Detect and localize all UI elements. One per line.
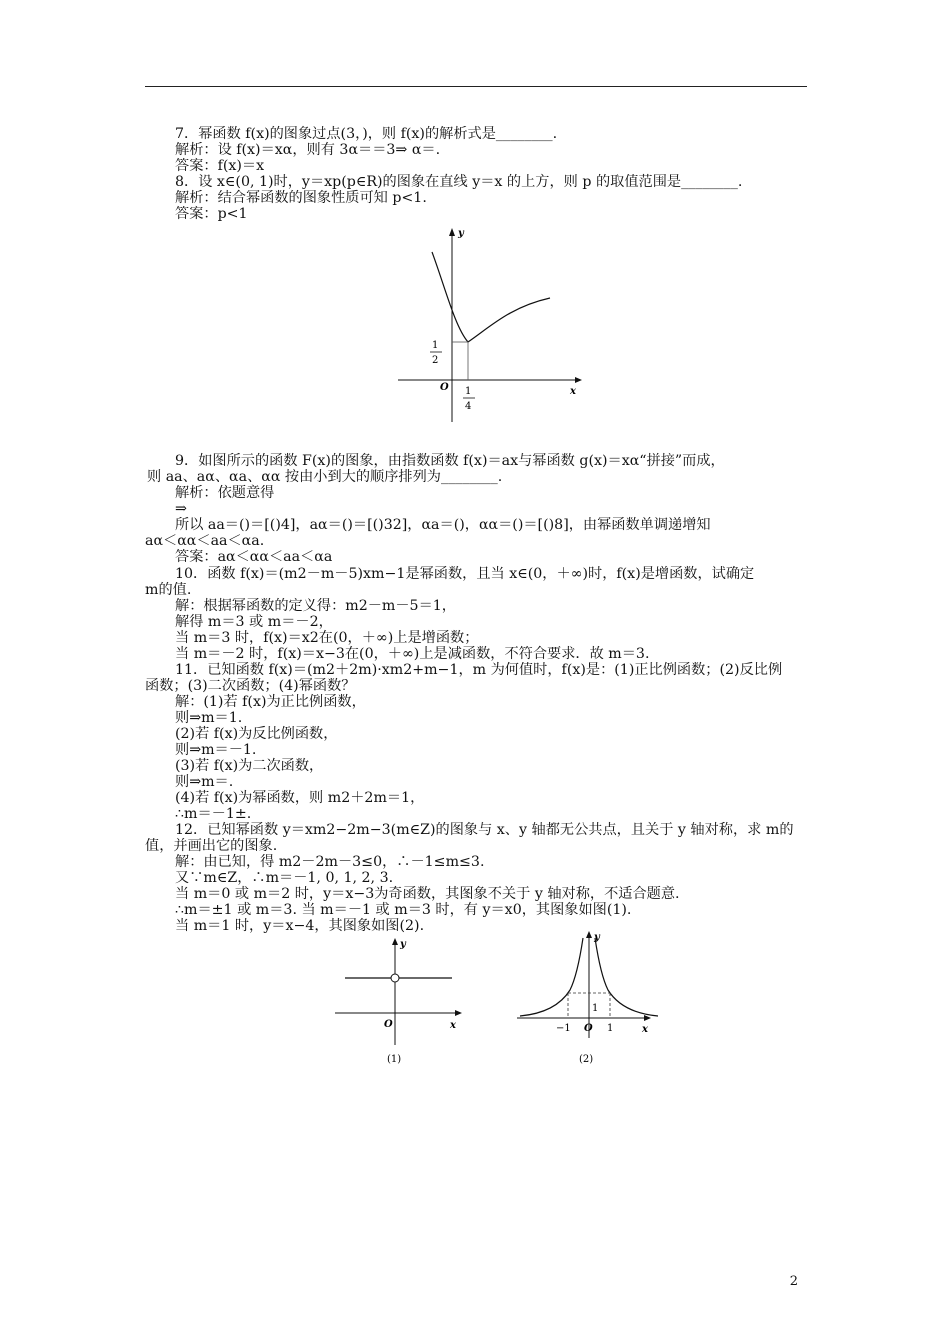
curve-left bbox=[520, 938, 583, 1016]
x-tick-positive: 1 bbox=[607, 1023, 614, 1034]
x-axis-label: x bbox=[450, 1020, 456, 1031]
text-line: ∴m＝－1±. bbox=[175, 806, 252, 822]
text-line: 答案：f(x)＝x bbox=[175, 158, 265, 174]
curve-line bbox=[432, 252, 550, 342]
text-line: m的值. bbox=[145, 582, 192, 598]
figure-caption: (2) bbox=[579, 1054, 594, 1065]
y-tick-label: 1 bbox=[592, 1003, 599, 1014]
y-axis-arrow bbox=[586, 931, 592, 938]
text-line: 当 m＝－2 时，f(x)＝x−3在(0，＋∞)上是减函数，不符合要求．故 m＝3. bbox=[175, 646, 650, 662]
y-axis-label: y bbox=[594, 932, 600, 943]
text-line: 答案：aα＜αα＜aa＜αa bbox=[175, 549, 333, 565]
text-line: (4)若 f(x)为幂函数，则 m2＋2m＝1， bbox=[175, 790, 425, 806]
text-line: 解：(1)若 f(x)为正比例函数， bbox=[175, 694, 366, 710]
text-line: 12．已知幂函数 y＝xm2−2m−3(m∈Z)的图象与 x、y 轴都无公共点，且关于 y 轴对称，求 m的 bbox=[175, 822, 794, 838]
x-axis-label: x bbox=[642, 1024, 648, 1035]
text-line: 解：根据幂函数的定义得：m2－m－5＝1， bbox=[175, 598, 456, 614]
figure-caption: (1) bbox=[387, 1054, 402, 1065]
figure-2 bbox=[512, 928, 662, 1065]
x-axis-label: x bbox=[570, 386, 576, 397]
text-line: 解：由已知，得 m2－2m－3≤0，∴－1≤m≤3. bbox=[175, 854, 485, 870]
text-line: 解析：设 f(x)＝xα，则有 3α＝＝3⇒ α＝. bbox=[175, 142, 441, 158]
figure-1 bbox=[330, 935, 470, 1065]
text-line: 解析：结合幂函数的图象性质可知 p<1. bbox=[175, 190, 427, 206]
text-line: 则⇒m＝. bbox=[175, 774, 234, 790]
text-line: 9．如图所示的函数 F(x)的图象，由指数函数 f(x)＝ax与幂函数 g(x)＝xα“拼接”而成， bbox=[175, 453, 725, 469]
x-tick-denominator: 4 bbox=[465, 401, 472, 412]
x-tick-negative: −1 bbox=[556, 1023, 571, 1034]
text-line: 7．幂函数 f(x)的图象过点(3，)，则 f(x)的解析式是________. bbox=[175, 126, 558, 142]
x-axis-arrow bbox=[575, 377, 582, 383]
text-line: ⇒ bbox=[175, 501, 187, 517]
origin-label: O bbox=[584, 1023, 593, 1034]
text-line: 则⇒m＝1. bbox=[175, 710, 243, 726]
text-line: (3)若 f(x)为二次函数， bbox=[175, 758, 324, 774]
x-tick-numerator: 1 bbox=[465, 386, 472, 397]
text-line: 则⇒m＝－1. bbox=[175, 742, 257, 758]
text-line: 解析：依题意得 bbox=[175, 485, 275, 501]
text-line: 8．设 x∈(0, 1)时，y＝xp(p∈R)的图象在直线 y＝x 的上方，则 p 的取值范围是________. bbox=[175, 174, 743, 190]
header-rule bbox=[145, 86, 807, 87]
function-graph-figure bbox=[390, 222, 590, 432]
text-line: 所以 aa＝()＝[()4]，aα＝()＝[()32]，αa＝()，αα＝()＝[()8]，由幂函数单调递增知 bbox=[175, 517, 711, 533]
text-line: 当 m＝1 时，y＝x−4，其图象如图(2). bbox=[175, 918, 425, 934]
x-axis-arrow bbox=[455, 1010, 462, 1016]
text-line: 函数；(3)二次函数；(4)幂函数？ bbox=[145, 678, 356, 694]
text-line: 10．函数 f(x)＝(m2－m－5)xm−1是幂函数，且当 x∈(0，＋∞)时，f(x)是增函数，试确定 bbox=[175, 566, 755, 582]
text-line: ∴m＝±1 或 m＝3. 当 m＝－1 或 m＝3 时，有 y＝x0，其图象如图(1). bbox=[175, 902, 632, 918]
page-number: 2 bbox=[789, 1274, 798, 1289]
text-line: (2)若 f(x)为反比例函数， bbox=[175, 726, 338, 742]
text-line: 则 aa、aα、αa、αα 按由小到大的顺序排列为________. bbox=[147, 469, 503, 485]
text-line: 又∵m∈Z，∴m＝－1, 0, 1, 2, 3. bbox=[175, 870, 394, 886]
x-axis-arrow bbox=[644, 1015, 651, 1021]
text-line: 11．已知函数 f(x)＝(m2＋2m)·xm2+m−1，m 为何值时，f(x)是：(1)正比例函数；(2)反比例 bbox=[175, 662, 783, 678]
text-line: 当 m＝3 时，f(x)＝x2在(0，＋∞)上是增函数； bbox=[175, 630, 479, 646]
text-line: 当 m＝0 或 m＝2 时，y＝x−3为奇函数，其图象不关于 y 轴对称，不适合题意. bbox=[175, 886, 680, 902]
y-axis-arrow bbox=[392, 938, 398, 945]
origin-label: O bbox=[440, 382, 449, 393]
curve-right bbox=[595, 938, 658, 1016]
open-point bbox=[391, 974, 399, 982]
text-line: 值，并画出它的图象. bbox=[145, 838, 278, 854]
y-axis-label: y bbox=[400, 939, 406, 950]
text-line: aα＜αα＜aa＜αa. bbox=[145, 533, 265, 549]
text-line: 解得 m＝3 或 m＝－2， bbox=[175, 614, 333, 630]
y-tick-denominator: 2 bbox=[432, 355, 439, 366]
y-axis-label: y bbox=[458, 228, 464, 239]
origin-label: O bbox=[384, 1019, 393, 1030]
y-axis-arrow bbox=[449, 228, 455, 236]
text-line: 答案：p<1 bbox=[175, 206, 248, 222]
y-tick-numerator: 1 bbox=[432, 340, 439, 351]
